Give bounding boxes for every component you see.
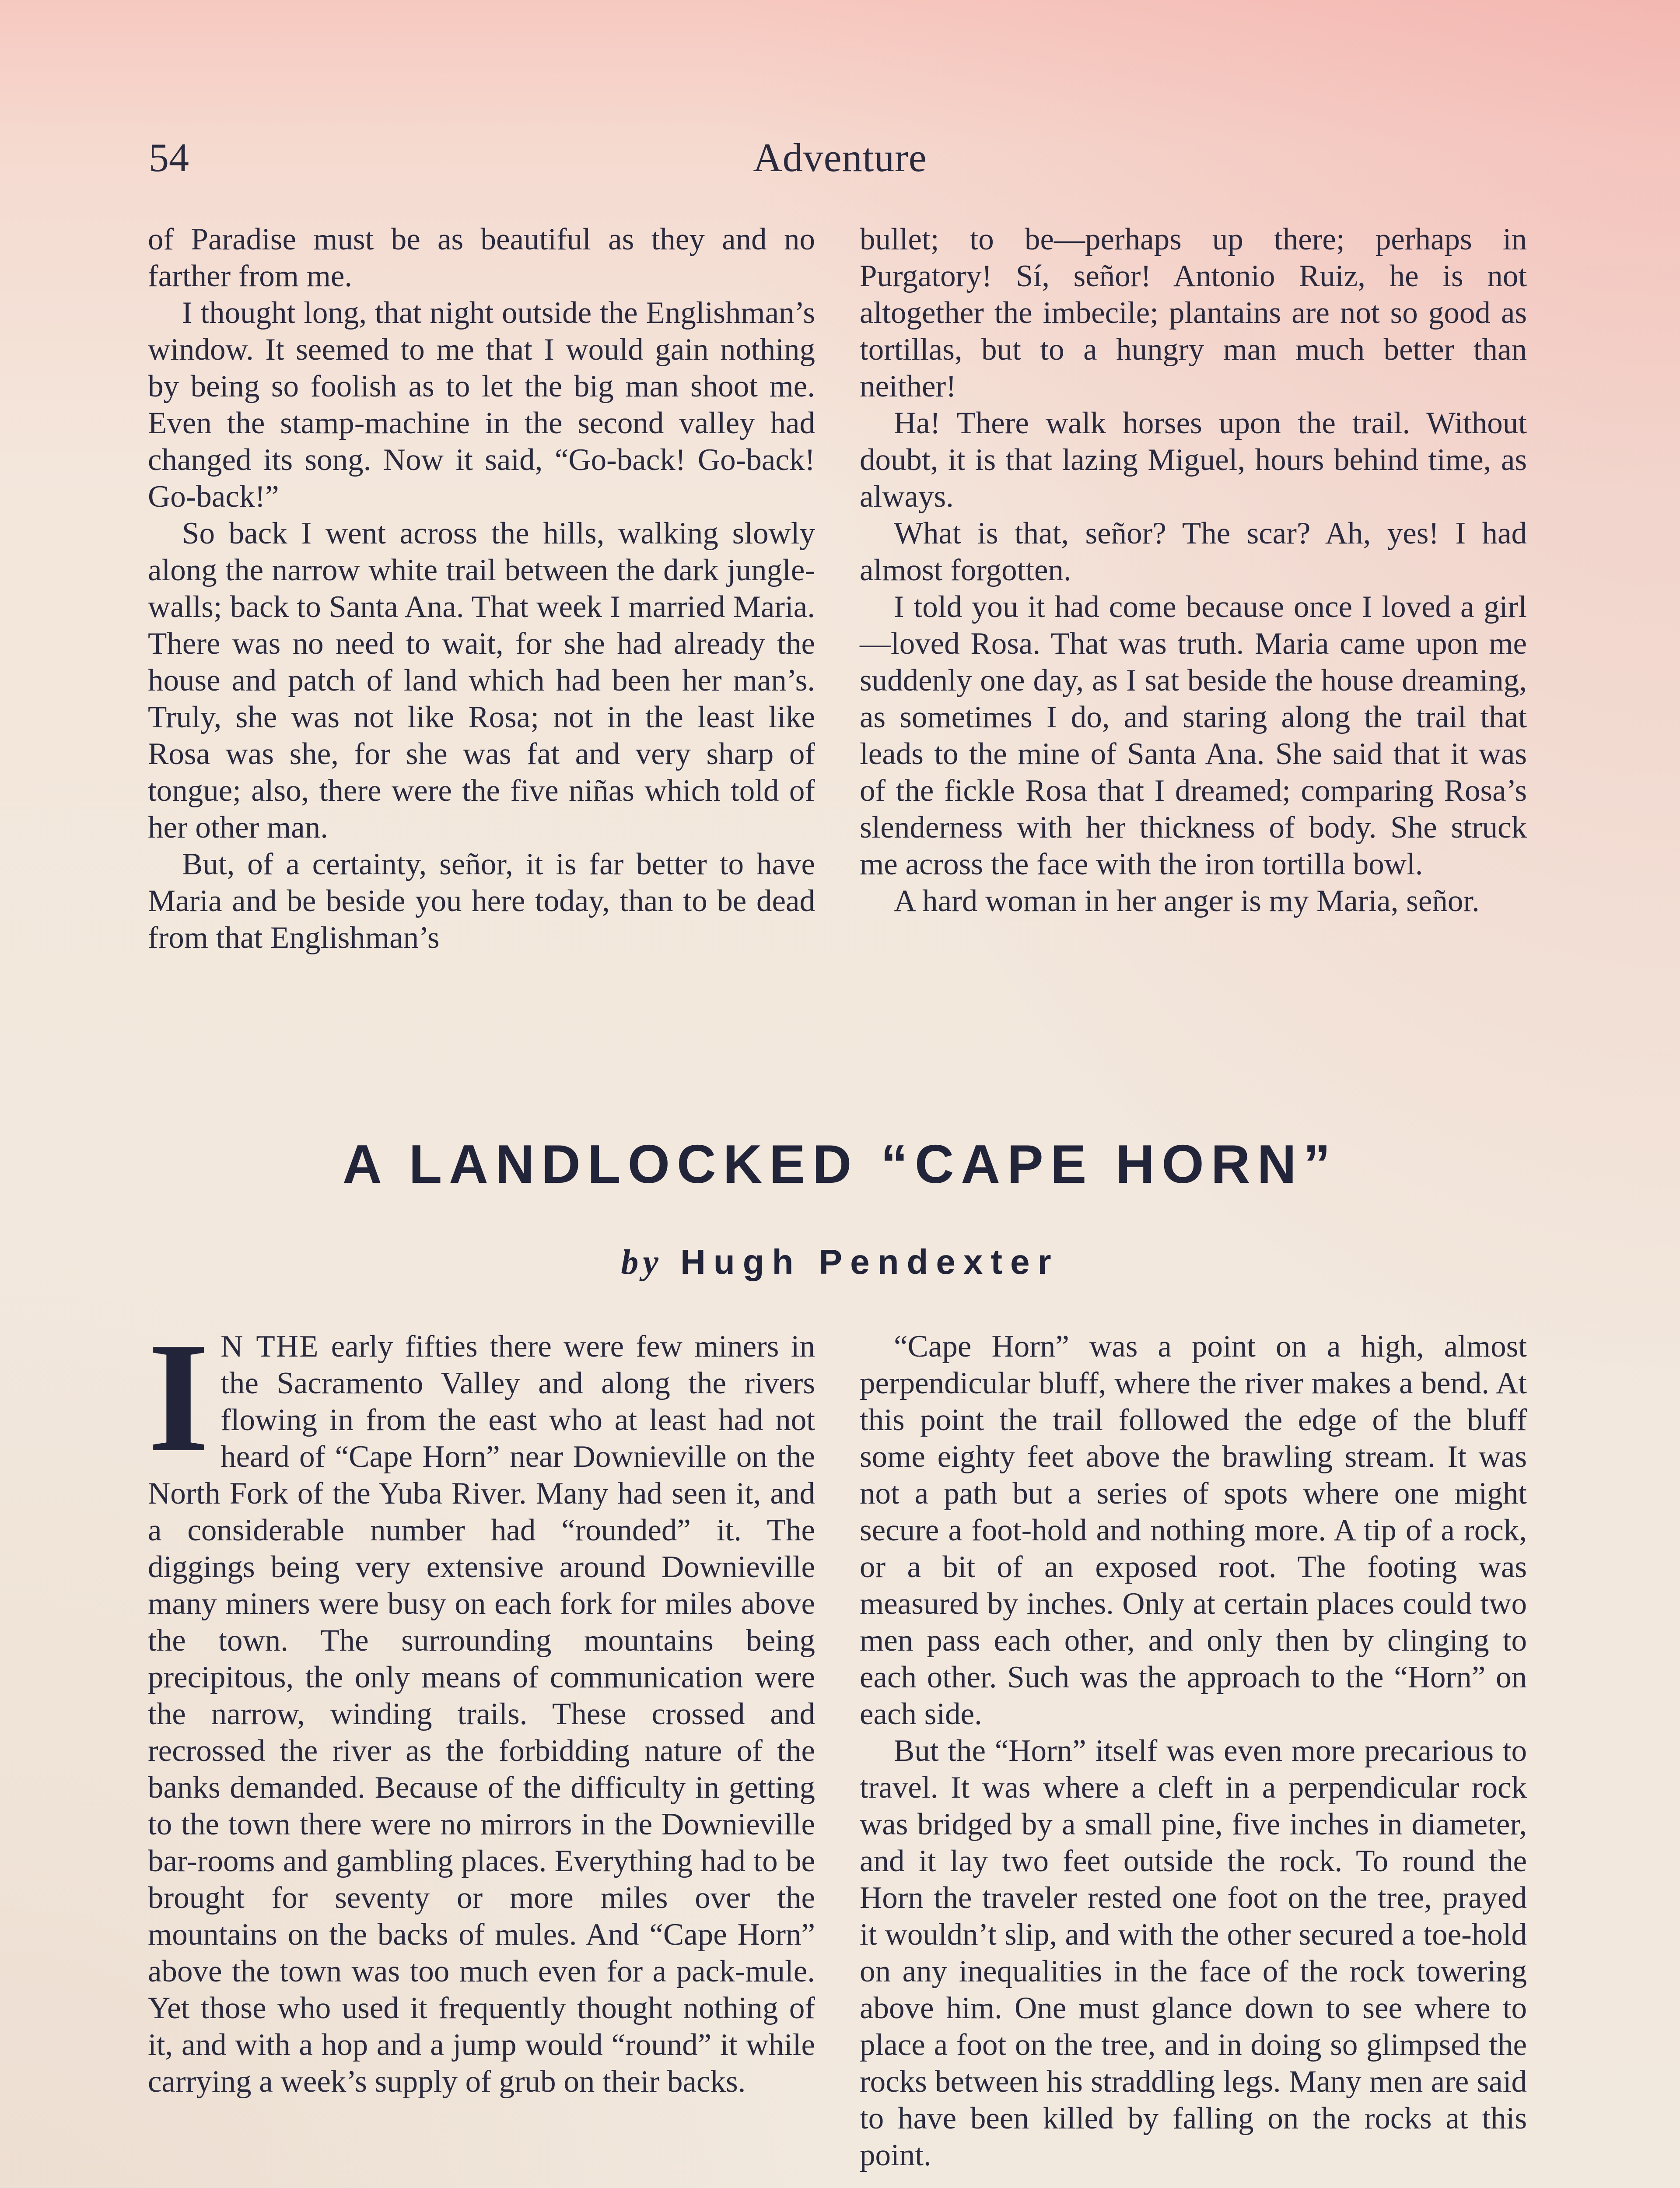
magazine-title: Adventure: [753, 135, 927, 180]
paragraph: “Cape Horn” was a point on a high, almost perpendicular bluff, where the river makes a bend. At this point the trail followed the edge of the bluff some eighty feet above the brawling stream. It was not a path but a series of spots where one might secure a foot-hold and nothing more. A tip of a rock, or a bit of an exposed root. The footing was measured by inches. Only at certain places could two men pass each other, and only then by clinging to each other. Such was the approach to the “Horn” on each side.: [860, 1329, 1527, 1731]
paragraph: But, of a certainty, señor, it is far better to have Maria and be beside you here today, than to be dead from that Englishman’s: [148, 847, 815, 955]
paragraph: What is that, señor? The scar? Ah, yes! I had almost forgotten.: [860, 516, 1527, 587]
author-name: Hugh Pendexter: [680, 1242, 1059, 1281]
paragraph: A hard woman in her anger is my Maria, señor.: [894, 884, 1480, 918]
drop-cap: I: [148, 1310, 210, 1484]
paragraph: of Paradise must be as beautiful as they and no farther from me.: [148, 222, 815, 293]
story-title: A LANDLOCKED “CAPE HORN”: [343, 1134, 1337, 1195]
byline-by: by: [621, 1243, 663, 1282]
column-bottom-right: [860, 1328, 1527, 2174]
paragraph: I thought long, that night outside the Englishman’s window. It seemed to me that I would gain nothing by being so foolish as to let the big man shoot me. Even the stamp-machine in the second valley had changed its song. Now it said, “Go-back! Go-back! Go-back!”: [148, 296, 815, 514]
column-bottom-left: [148, 1310, 815, 2100]
page-number: 54: [149, 135, 189, 180]
paragraph: I told you it had come because once I loved a girl—loved Rosa. That was truth. Maria came upon me suddenly one day, as I sat beside the house dreaming, as sometimes I do, and staring along the trail that leads to the mine of Santa Ana. She said that it was of the fickle Rosa that I dreamed; comparing Rosa’s slenderness with her thickness of body. She struck me across the face with the iron tortilla bowl.: [860, 590, 1527, 881]
paragraph: bullet; to be—perhaps up there; perhaps in Purgatory! Sí, señor! Antonio Ruiz, he is not altogether the imbecile; plantains are not so good as tortillas, but to a hungry man much better than neither!: [860, 222, 1527, 403]
column-top-right: [860, 221, 1527, 919]
paragraph: But the “Horn” itself was even more precarious to travel. It was where a cleft in a perpendicular rock was bridged by a small pine, five inches in diameter, and it lay two feet outside the rock. To round the Horn the traveler rested one foot on the tree, prayed it wouldn’t slip, and with the other secured a toe-hold on any inequalities in the face of the rock towering above him. One must glance down to see where to place a foot on the tree, and in doing so glimpsed the rocks between his straddling legs. Many men are said to have been killed by falling on the rocks at this point.: [860, 1734, 1527, 2172]
paragraph-text: early fifties there were few miners in the Sacramento Valley and along the rivers flowing in from the east who at least had not heard of “Cape Horn” near Downieville on the North Fork of the Yuba River. Many had seen it, and a considerable number had “rounded” it. The diggings being very extensive around Downieville many miners were busy on each fork for miles above the town. The surrounding mountains being precipitous, the only means of communication were the narrow, winding trails. These crossed and recrossed the river as the forbidding nature of the banks demanded. Because of the difficulty in getting to the town there were no mirrors in the Downieville bar-rooms and gambling places. Everything had to be brought for seventy or more miles over the mountains on the backs of mules. And “Cape Horn” above the town was too much even for a pack-mule. Yet those who used it frequently thought nothing of it, and with a hop and a jump would “round” it while carrying a week’s supply of grub on their backs.: [148, 1329, 815, 2099]
running-head: [149, 131, 1531, 184]
column-top-left: [148, 221, 815, 956]
paragraph: So back I went across the hills, walking slowly along the narrow white trail between the dark jungle-walls; back to Santa Ana. That week I married Maria. There was no need to wait, for she had already the house and patch of land which had been her man’s. Truly, she was not like Rosa; not in the least like Rosa was she, for she was fat and very sharp of tongue; also, there were the five niñas which told of her other man.: [148, 516, 815, 845]
byline: [131, 1242, 1549, 1283]
paragraph: Ha! There walk horses upon the trail. Without doubt, it is that lazing Miguel, hours behind time, as always.: [860, 406, 1527, 514]
opening-words: N THE: [220, 1329, 319, 1364]
opening-paragraph: [148, 1310, 815, 2100]
